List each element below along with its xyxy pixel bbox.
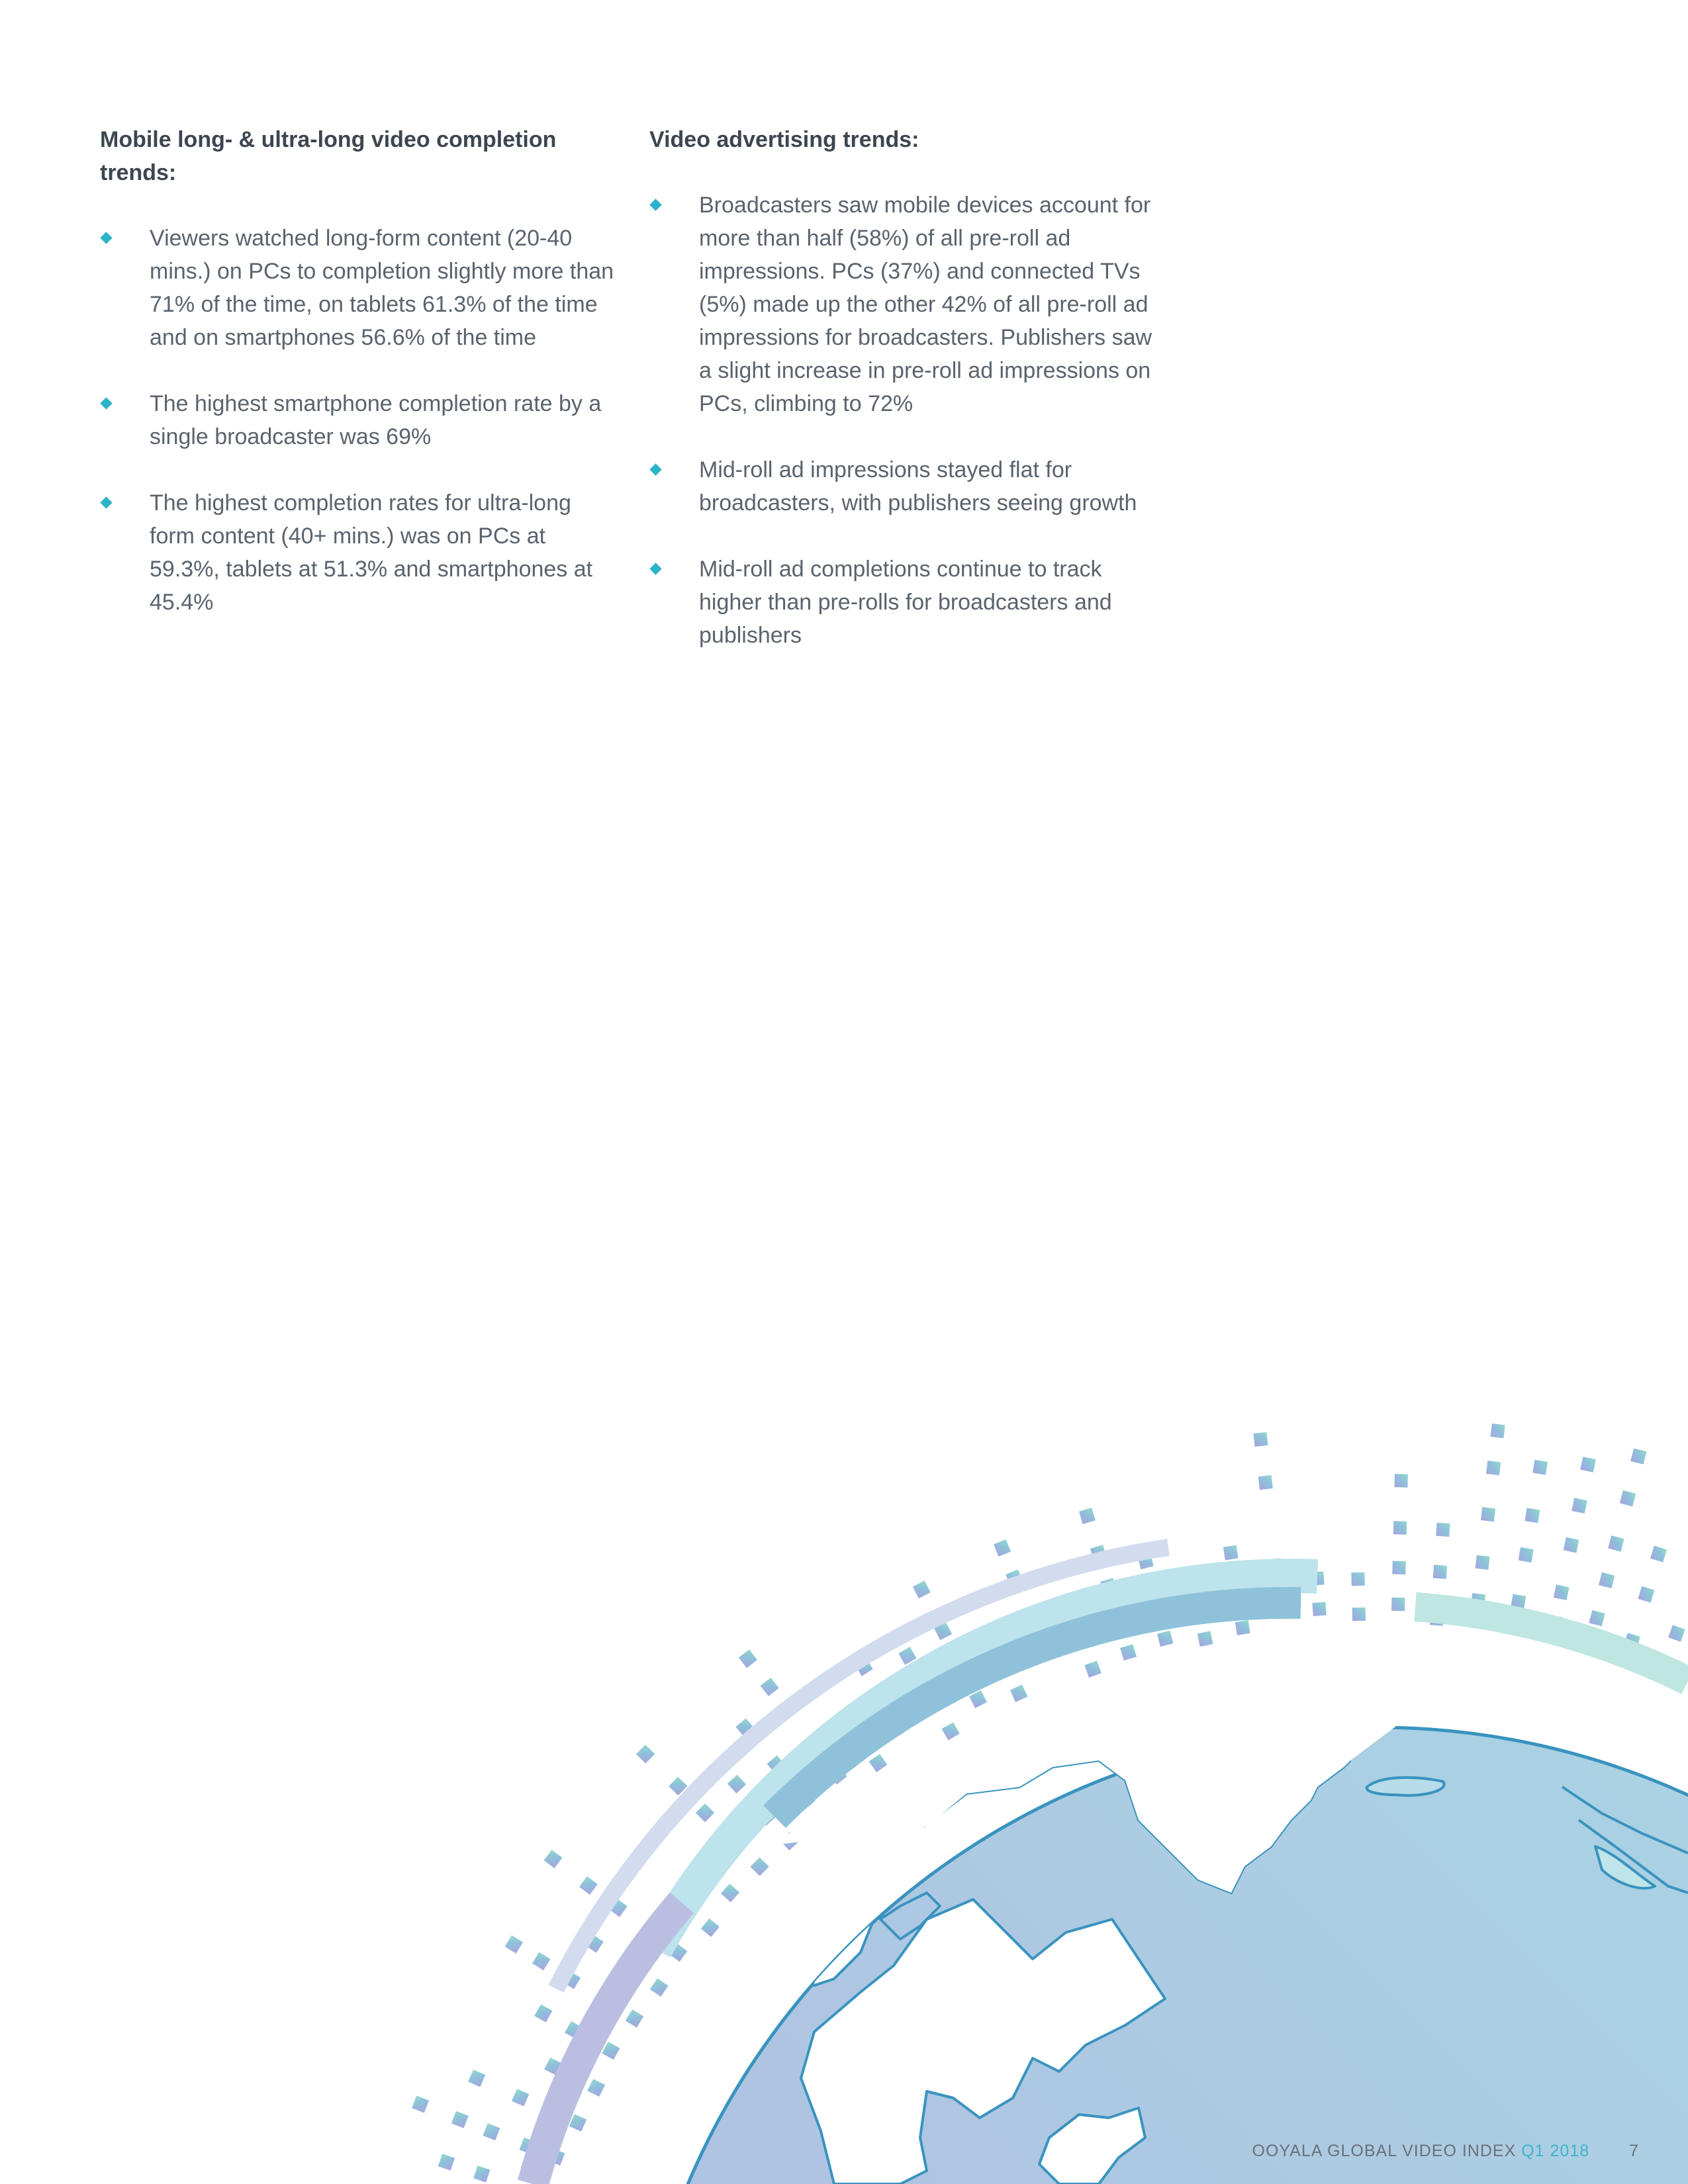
pattern-dot (1524, 1508, 1540, 1523)
pattern-dot (468, 2070, 485, 2087)
pattern-dot (701, 1919, 720, 1937)
pattern-dot (1519, 1547, 1534, 1563)
pattern-dot (1352, 1608, 1366, 1621)
bullet-text: The highest smartphone completion rate by a single broadcaster was 69% (150, 391, 602, 449)
pattern-dot (636, 1745, 655, 1763)
diamond-bullet-icon (649, 463, 661, 475)
list-item (100, 486, 616, 619)
pattern-dot (473, 2165, 490, 2182)
diamond-bullet-icon (100, 232, 112, 244)
pattern-dot (1668, 1625, 1685, 1642)
pattern-dot (1486, 1461, 1501, 1475)
pattern-dot (626, 2009, 644, 2028)
pattern-dot (1394, 1474, 1407, 1487)
pattern-dot (1010, 1684, 1028, 1702)
pattern-dot (1351, 1572, 1364, 1586)
pattern-dot (942, 1722, 960, 1740)
pattern-dot (579, 1876, 598, 1895)
pattern-dot (587, 2079, 605, 2097)
footer-brand: OOYALA GLOBAL VIDEO INDEX (1252, 2142, 1517, 2160)
diamond-bullet-icon (100, 397, 112, 409)
pattern-dot (994, 1539, 1011, 1557)
diamond-bullet-icon (649, 563, 661, 574)
list-item (100, 222, 616, 354)
pattern-dot (1391, 1598, 1405, 1611)
pattern-dot (913, 1580, 931, 1598)
left-bullet-list (100, 222, 616, 619)
pattern-dot (1599, 1572, 1615, 1588)
pattern-dot (1433, 1565, 1447, 1578)
pattern-dot (750, 1857, 769, 1876)
pattern-dot (727, 1775, 746, 1794)
left-column (100, 123, 616, 652)
pattern-dot (1197, 1631, 1213, 1647)
pattern-dot (1630, 1448, 1646, 1464)
right-bullet-list (649, 189, 1166, 652)
pattern-dot (1079, 1508, 1096, 1524)
pattern-dot (1638, 1586, 1654, 1603)
pattern-dot (761, 1678, 779, 1696)
pattern-dot (544, 1850, 563, 1868)
pattern-dot (1084, 1661, 1102, 1678)
pattern-dot (1650, 1546, 1667, 1563)
pattern-dot (532, 1952, 551, 1971)
pattern-dot (1564, 1537, 1579, 1553)
list-item (649, 553, 1166, 652)
pattern-dot (1258, 1475, 1273, 1490)
pattern-dot (1476, 1555, 1490, 1570)
pattern-dot (1580, 1457, 1596, 1473)
pattern-dot (1392, 1561, 1405, 1574)
bullet-text: Broadcasters saw mobile devices account for more than half (58%) of all pre-roll ad impressions. PCs (37%) and connected TVs (5%) made up the other 42% of all pre-roll ad impressions for broadcasters. Publishers saw a slight increase in pre-roll ad impressions on PCs, climbing to 72% (699, 193, 1152, 416)
pattern-dot (451, 2111, 469, 2128)
pattern-dot (1491, 1424, 1505, 1438)
pattern-dot (1436, 1523, 1450, 1537)
pattern-dot (512, 2089, 529, 2106)
bullet-text: Viewers watched long-form content (20-40 mins.) on PCs to completion slightly more than 71% of the time, on tablets 61.3% of the time and on smartphones 56.6% of the time (150, 226, 614, 350)
list-item (100, 387, 616, 453)
pattern-dot (1554, 1584, 1570, 1600)
pattern-dot (1120, 1644, 1137, 1661)
pattern-dot (1608, 1535, 1624, 1551)
bullet-text: Mid-roll ad completions continue to track higher than pre-rolls for broadcasters and publishers (699, 557, 1112, 648)
list-item (649, 453, 1166, 520)
pattern-dot (739, 1649, 757, 1668)
list-item (649, 189, 1166, 420)
page-footer (1252, 2142, 1639, 2161)
bullet-text: The highest completion rates for ultra-long form content (40+ mins.) was on PCs at 59.3%, tablets at 51.3% and smartphones at 45.4% (150, 490, 593, 615)
right-heading: Video advertising trends: (649, 127, 919, 152)
pattern-dot (534, 2005, 552, 2023)
pattern-dot (1393, 1521, 1407, 1534)
pattern-dot (721, 1884, 739, 1902)
pattern-dot (1620, 1490, 1636, 1506)
pattern-dot (1157, 1631, 1173, 1647)
pattern-dot (1532, 1460, 1548, 1475)
pattern-dot (438, 2154, 455, 2170)
left-heading: Mobile long- & ultra-long video completion trends: (100, 127, 557, 185)
diamond-bullet-icon (100, 496, 112, 508)
right-column (649, 123, 1166, 685)
pattern-dot (1571, 1498, 1587, 1514)
pattern-dot (1253, 1432, 1268, 1447)
bullet-text: Mid-roll ad impressions stayed flat for broadcasters, with publishers seeing growth (699, 457, 1137, 516)
pattern-dot (412, 2096, 429, 2113)
pattern-dot (1223, 1545, 1239, 1561)
pattern-dot (1235, 1620, 1250, 1635)
footer-quarter: Q1 2018 (1521, 2142, 1590, 2160)
globe-illustration-icon (0, 1377, 1688, 2184)
pattern-dot (1589, 1610, 1605, 1626)
pattern-dot (1481, 1507, 1495, 1522)
pattern-dot (505, 1935, 524, 1954)
page-number: 7 (1629, 2142, 1639, 2160)
pattern-dot (1312, 1602, 1326, 1616)
pattern-dot (483, 2123, 500, 2140)
pattern-dot (696, 1803, 714, 1822)
pattern-dot (650, 1978, 669, 1997)
pattern-dot (869, 1754, 888, 1772)
diamond-bullet-icon (649, 199, 661, 210)
